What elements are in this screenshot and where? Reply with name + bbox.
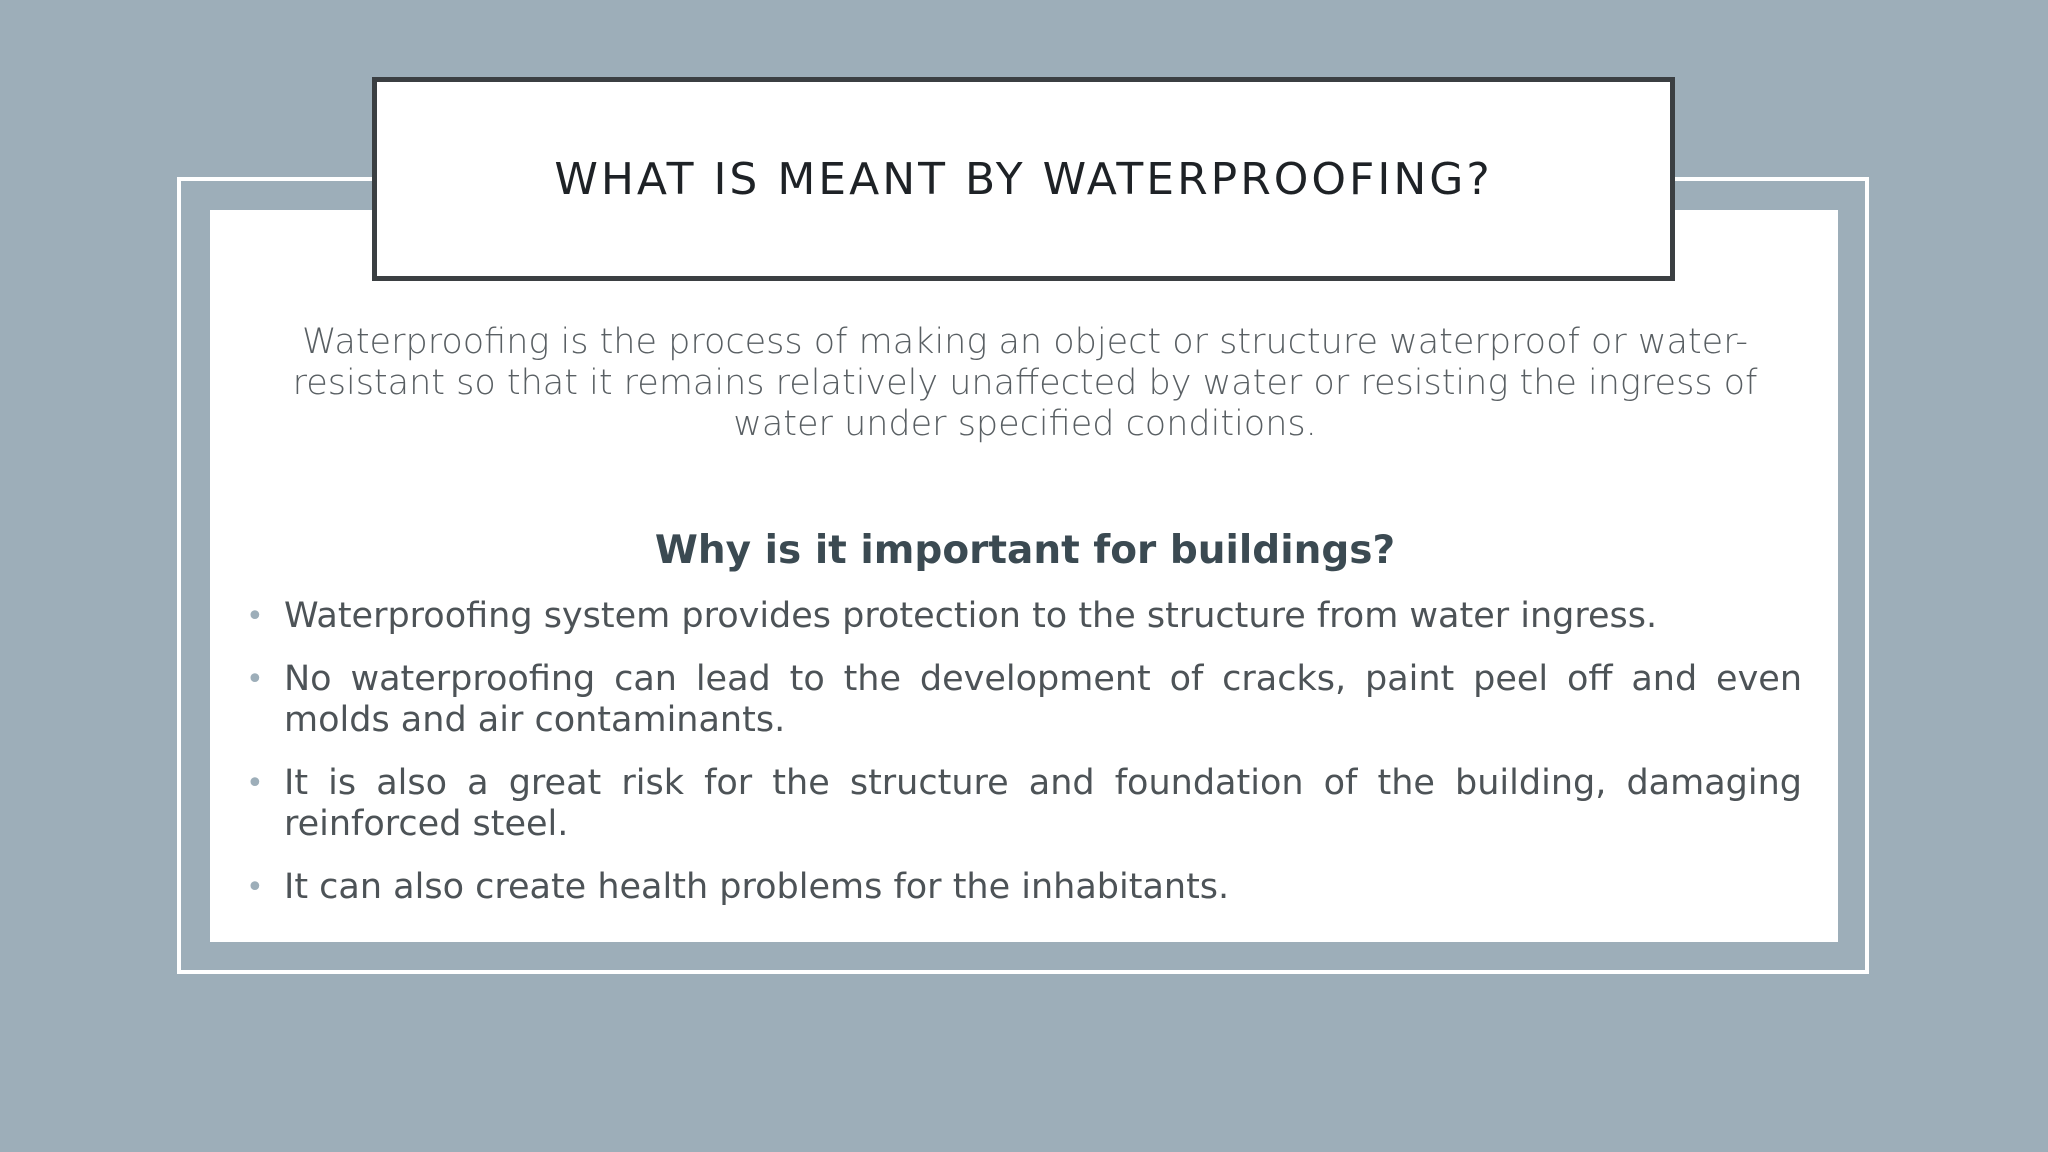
bullet-text: It is also a great risk for the structure and foundation of the building, damaging reinforced steel. <box>284 763 1802 844</box>
bullet-text: No waterproofing can lead to the development of cracks, paint peel off and even molds and air contaminants. <box>284 659 1802 740</box>
title-box <box>372 77 1675 281</box>
slide-title: WHAT IS MEANT BY WATERPROOFING? <box>554 153 1493 205</box>
bullet-text: Waterproofing system provides protection to the structure from water ingress. <box>284 596 1658 636</box>
bullet-list <box>246 596 1802 930</box>
bullet-icon: • <box>246 599 264 634</box>
bullet-text: It can also create health problems for the inhabitants. <box>284 867 1230 907</box>
bullet-icon: • <box>246 870 264 905</box>
bullet-item <box>246 659 1802 741</box>
subheading: Why is it important for buildings? <box>654 528 1396 573</box>
bullet-icon: • <box>246 766 264 801</box>
bullet-icon: • <box>246 662 264 697</box>
bullet-item <box>246 596 1802 637</box>
bullet-item <box>246 763 1802 845</box>
intro-paragraph: Waterproofing is the process of making an object or structure waterproof or water-resistant so that it remains relatively unaffected by water or resisting the ingress of water under specified conditions. <box>292 322 1758 444</box>
bullet-item <box>246 867 1802 908</box>
